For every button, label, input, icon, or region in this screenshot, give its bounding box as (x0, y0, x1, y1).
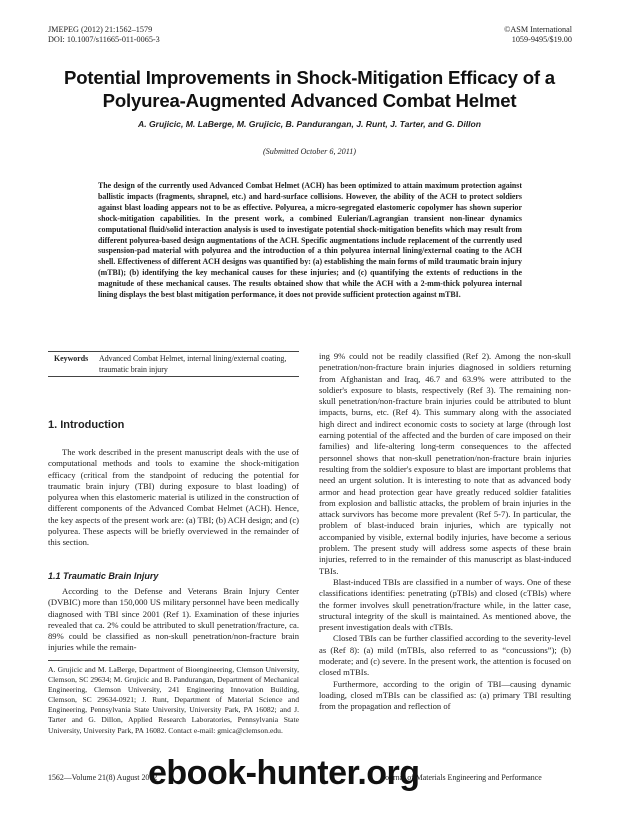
paragraph: Furthermore, according to the origin of TBI—causing dynamic loading, closed mTBIs can be classified as: (a) primary TBI resulting from the propagation and reflection of (319, 678, 571, 712)
footer-volume: 1562—Volume 21(8) August 2012 (48, 773, 158, 782)
watermark: ebook-hunter.org (148, 754, 420, 792)
paragraph: ing 9% could not be readily classified (Ref 2). Among the non-skull penetration/non-fracture brain injuries diagnosed in soldiers returning from Afghanistan and Iraq, 46.7 and 63.9% were attributed to the soldier's exposure to blasts, respectively (Ref 3). The remaining non-skull penetration/non-fracture brain injuries could be attributed to blunt impacts, burns, etc. (Ref 4). This summary along with the associated high direct and indirect economic costs to society at large (through lost earning potential of the affected and the burden of care imposed on their families) and life-altering long-term consequences to the affected personnel shows that non-skull penetration/non-fracture brain injuries resulting from the soldier's exposure to blast are important problems that need an urgent solution. It is interesting to note that as advanced body armor and head protection gear have greatly reduced soldier fatalities from explosion and ballistic attacks, the problem of brain injuries in the attack survivors has become more prevalent (Ref 5-7). In particular, the problem of blast-induced brain injuries, which are typically not accompanied by visible, external bodily injuries, have become a serious problem. The present study will address some aspects of these brain injuries, referred to in the remainder of this manuscript as blast-induced TBIs. (319, 351, 571, 576)
journal-ref: JMEPEG (2012) 21:1562–1579 (48, 25, 153, 34)
footer-journal: Journal of Materials Engineering and Performance (382, 773, 542, 782)
subsection-heading-tbi: 1.1 Traumatic Brain Injury (48, 571, 159, 581)
paragraph: Blast-induced TBIs are classified in a number of ways. One of these classifications identifies: penetrating (pTBIs) and closed (cTBIs) where the former involves skull penetration/fracture while, in the latter case, structural integrity of the skull is maintained. As mentioned above, the present investigation deals with cTBIs. (319, 576, 571, 633)
paragraph: The work described in the present manuscript deals with the use of computational methods and tools to examine the shock-mitigation efficacy (critical from the standpoint of reducing the potential for traumatic brain injury (TBI) during exposure to blast loading) of polyurea when this elastomeric material is utilized in the construction of different components of the Advanced Combat Helmet (ACH). Hence, the key aspects of the present work are: (a) TBI; (b) ACH design; and (c) polyurea. These aspects will be briefly overviewed in the remainder of this section. (48, 447, 299, 548)
paragraph: Closed TBIs can be further classified according to the severity-level as (Ref 8): (a) mild (mTBIs, also referred to as “concussions”); (b) moderate; and (c) severe. In the present work, the attention is focused on closed mTBIs. (319, 633, 571, 678)
publisher-block (504, 25, 572, 45)
tbi-text (48, 586, 299, 654)
paragraph: According to the Defense and Veterans Brain Injury Center (DVBIC) more than 150,000 US military personnel have been medically diagnosed with TBI since 2001 (Ref 1). Examination of these injuries revealed that ca. 2% could be attributed to skull penetration/fracture, ca. 89% could be classified as non-skull penetration/non-fracture brain injuries while the remain- (48, 586, 299, 653)
author-list: A. Grujicic, M. LaBerge, M. Grujicic, B. Pandurangan, J. Runt, J. Tarter, and G. Dillon (137, 119, 481, 129)
doi-text[interactable]: DOI: 10.1007/s11665-011-0065-3 (48, 35, 160, 44)
paper-title: Potential Improvements in Shock-Mitigation Efficacy of a Polyurea-Augmented Advanced Combat Helmet (64, 67, 555, 111)
journal-citation (48, 25, 160, 45)
keywords-box (48, 351, 299, 377)
footnote-divider (48, 660, 299, 661)
section-heading-introduction: 1. Introduction (48, 419, 125, 431)
publisher-name: ©ASM International (504, 25, 572, 34)
keywords-label: Keywords (54, 354, 89, 363)
keywords-text: Advanced Combat Helmet, internal lining/external coating, traumatic brain injury (99, 354, 287, 374)
submission-date: (Submitted October 6, 2011) (262, 147, 357, 156)
abstract: The design of the currently used Advanced Combat Helmet (ACH) has been optimized to attain maximum protection against ballistic impacts (fragments, shrapnel, etc.) and hard-surface collisions. However, the ability of the ACH to protect soldiers against blast loading appears not to be as effective. Polyurea, a micro-segregated elastomeric copolymer has shown superior shock-mitigation capabilities. In the present work, a combined Eulerian/Lagrangian transient non-linear dynamics computational fluid/solid interaction analysis is used to investigate potential shock-mitigation benefits which may result from different polyurea-based design augmentations of the ACH. Specific augmentations include replacement of the currently used suspension-pad material with polyurea and the introduction of a thin polyurea internal lining/external coating to the ACH shell. Effectiveness of different ACH designs was quantified by: (a) establishing the main forms of mild traumatic brain injury (mTBI); (b) identifying the key mechanical causes for these injuries; and (c) quantifying the extents of reductions in the magnitude of these mechanical causes. The results obtained show that while the ACH with a 2-mm-thick polyurea internal lining displays the best blast mitigation performance, it does not provide sufficient protection against mTBI. (98, 181, 522, 300)
intro-text (48, 447, 299, 549)
author-affiliations: A. Grujicic and M. LaBerge, Department of Bioengineering, Clemson University, Clemson, SC 29634; M. Grujicic and B. Pandurangan, Department of Mechanical Engineering, Clemson University, 241 Engineering Innovation Building, Clemson, SC 29634-0921; J. Runt, Department of Material Science and Engineering, Pennsylvania State University, University Park, PA 16082; and J. Tarter and G. Dillon, Applied Research Laboratories, Pennsylvania State University, University Park, PA 16082. Contact e-mail: gmica@clemson.edu. (48, 665, 299, 735)
issn-price: 1059-9495/$19.00 (511, 35, 572, 44)
right-column (319, 351, 571, 713)
